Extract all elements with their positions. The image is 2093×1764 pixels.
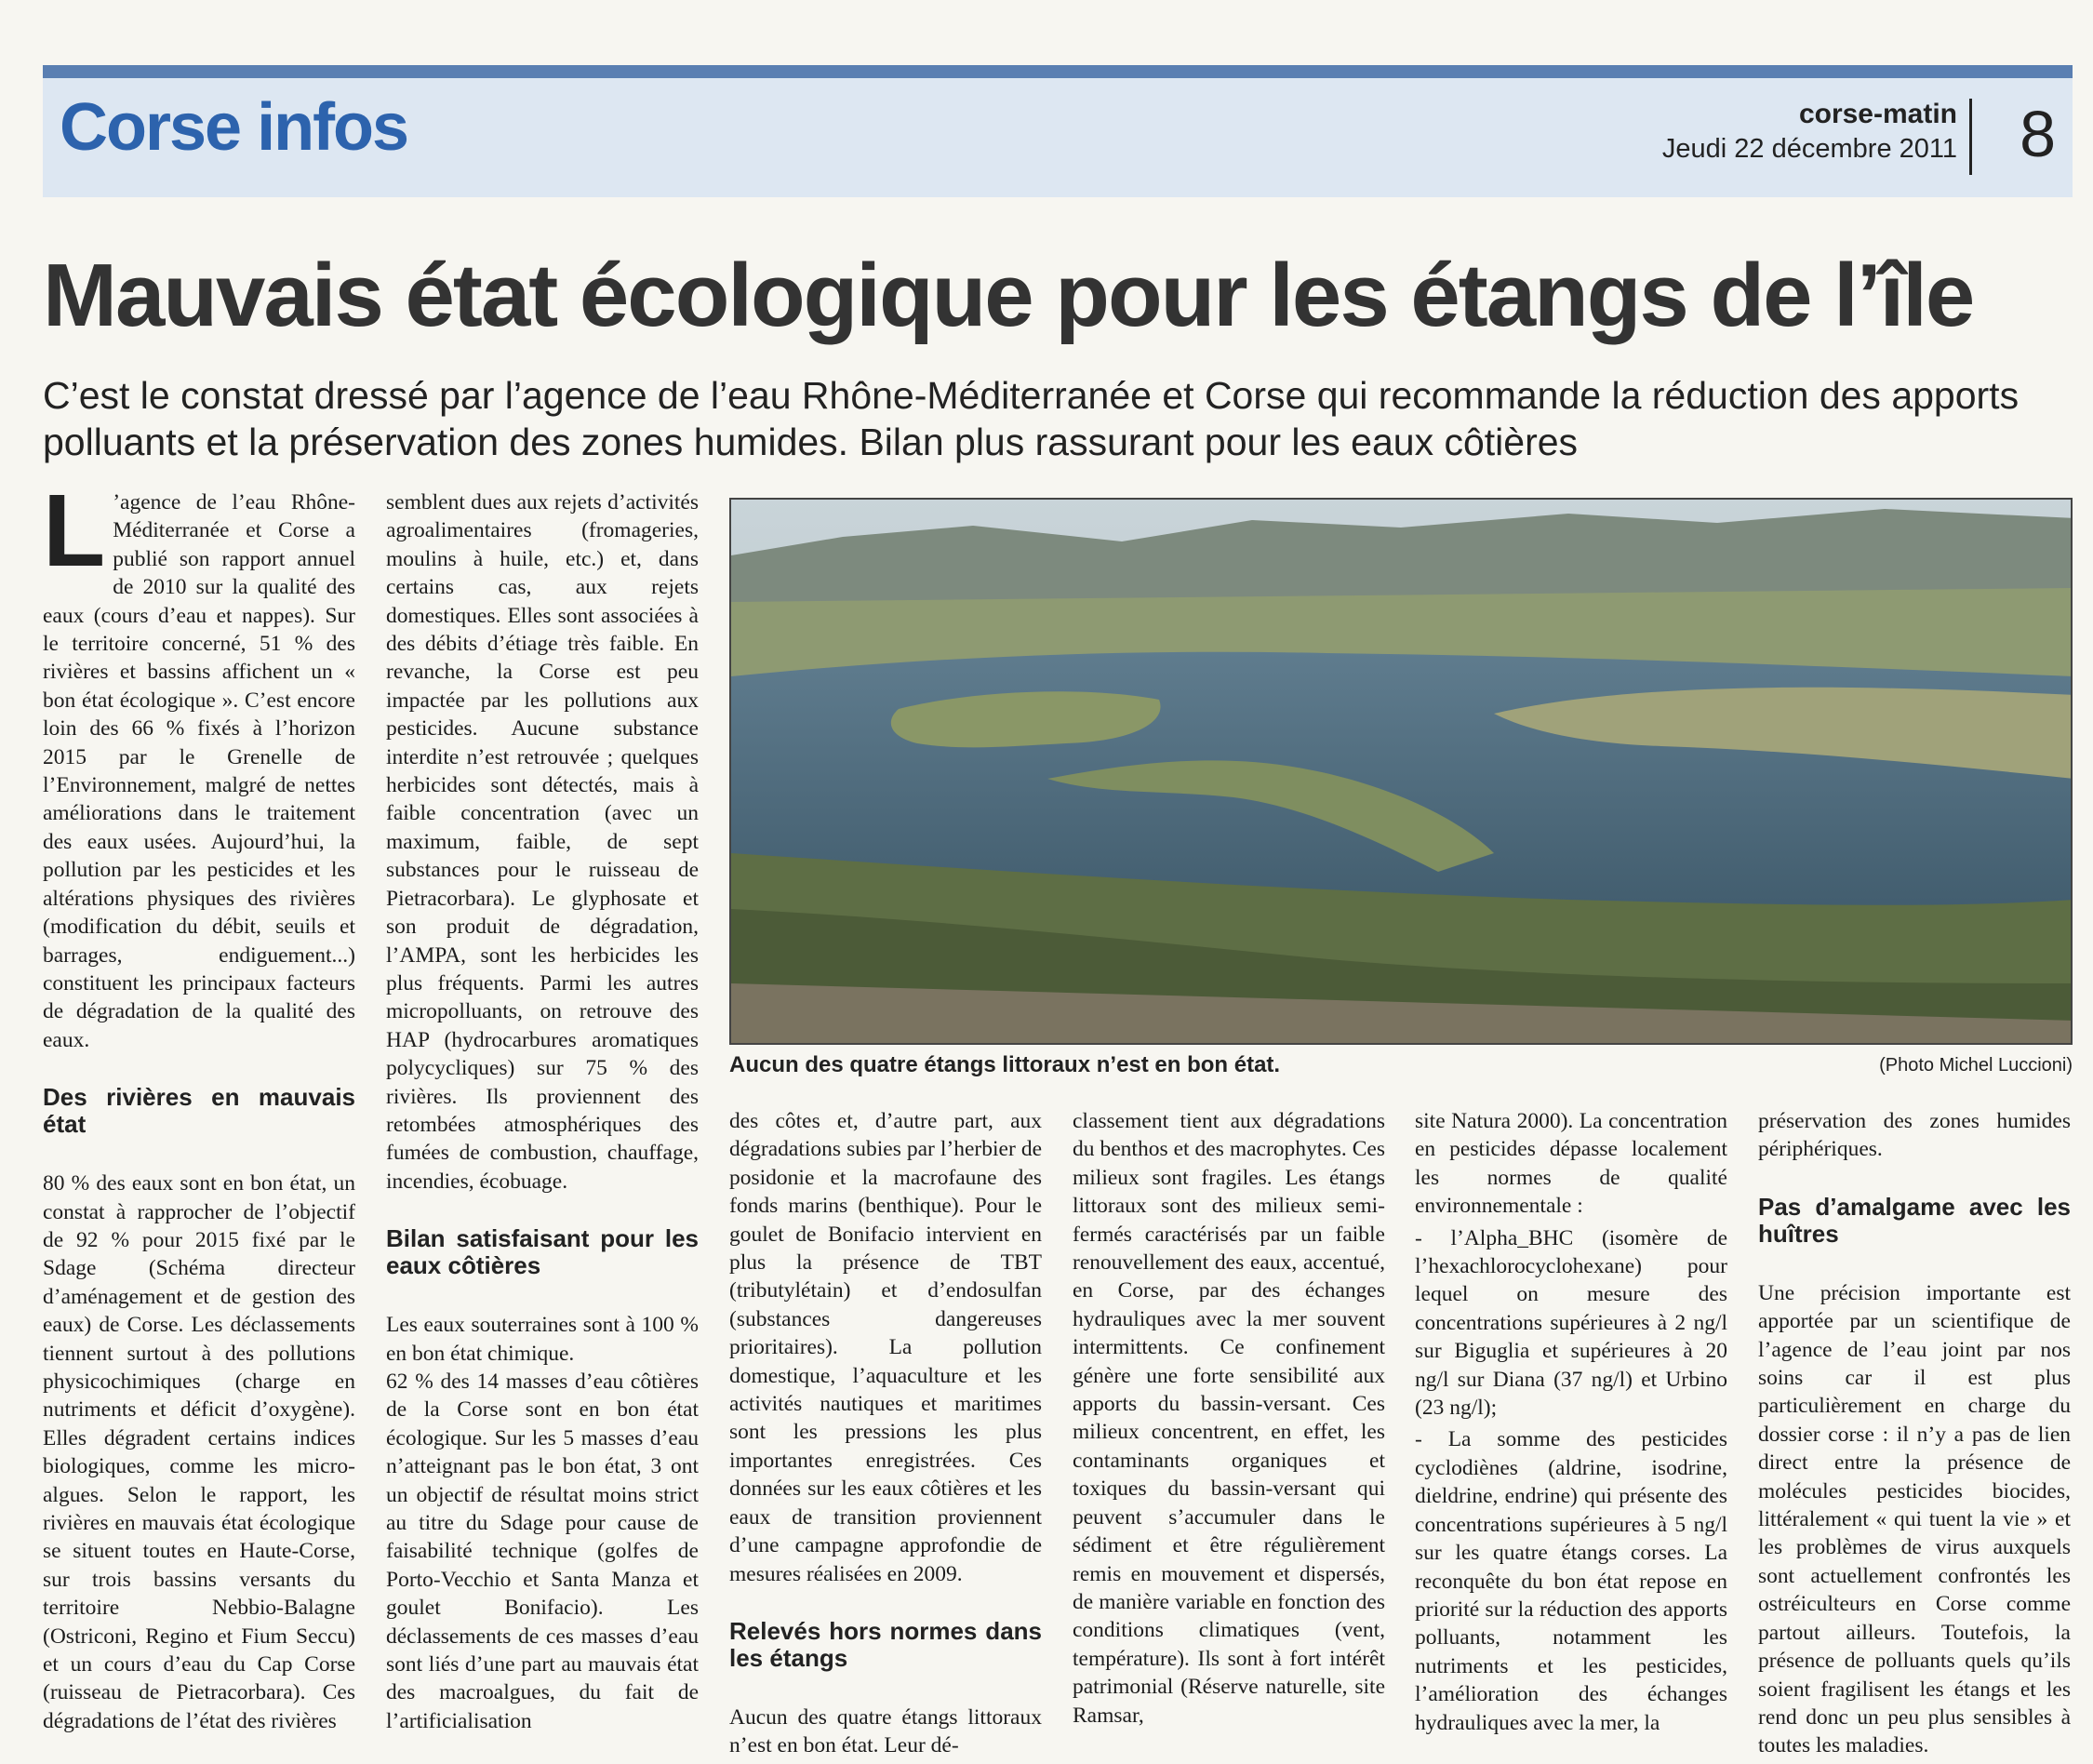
subheadline: C’est le constat dressé par l’agence de l’eau Rhône-Méditerranée et Corse qui recommande la réduction des apports polluants et la préservation des zones humides. Bilan plus rassurant pour les eaux côtières <box>43 374 2020 463</box>
page-header <box>43 78 2073 197</box>
column-3 <box>729 1107 1042 1764</box>
drop-cap: L <box>43 488 106 588</box>
page-number: 8 <box>2020 98 2056 170</box>
newspaper-name: corse-matin <box>1798 99 1957 129</box>
paragraph: - l’Alpha_BHC (isomère de l’hexachlorocyclohexane) pour lequel on mesure des concentrations supérieures à 2 ng/l sur Biguglia et supérieures à 20 ng/l sur Diana (37 ng/l) et Urbino (23 ng/l); <box>1415 1225 1727 1421</box>
paragraph: classement tient aux dégradations du benthos et des macrophytes. Ces milieux sont fragiles. Les étangs littoraux sont des milieux semi-fermés caractérisés par un faible renouvellement des eaux, accentué, en Corse, par des échanges hydrauliques avec la mer souvent intermittents. Ce confinement génère une forte sensibilité aux apports du bassin-versant. Ces milieux concentrent, en effet, les contaminants organiques et toxiques du bassin-versant qui peuvent s’accumuler dans le sédiment et être régulièrement remis en mouvement et dispersés, de manière variable en fonction des conditions climatiques (vent, température). Ils sont à fort intérêt patrimonial (Réserve naturelle, site Ramsar, <box>1073 1109 1385 1728</box>
column-5 <box>1415 1107 1727 1764</box>
paragraph: semblent dues aux rejets d’activités agroalimentaires (fromageries, moulins à huile, etc.) et, dans certains cas, aux rejets domestiques. Elles sont associées à des débits d’étiage très faible. En revanche, la Corse est peu impactée par les pollutions aux pesticides. Aucune substance interdite n’est retrouvée ; quelques herbicides sont détectés, mais à faible concentration (avec un maximum, faible, de sept substances pour le ruisseau de Pietracorbara). Le glyphosate et son produit de dégradation, l’AMPA, sont les herbicides les plus fréquents. Parmi les autres micropolluants, on retrouve des HAP (hydrocarbures aromatiques polycycliques) sur 75 % des rivières. Ils proviennent des retombées atmosphériques des fumées de combustion, chauffage, incendies, écobuage. <box>386 490 699 1194</box>
paragraph: - La somme des pesticides cyclodiènes (aldrine, isodrine, dieldrine, endrine) qui présente des concentrations supérieures à 5 ng/l sur les quatre étangs corses. La reconquête du bon état repose en priorité sur la réduction des apports polluants, notamment les nutriments et les pesticides, l’amélioration des échanges hydrauliques avec la mer, la <box>1415 1427 1727 1735</box>
intro-text: ’agence de l’eau Rhône-Méditerranée et Corse a publié son rapport annuel de 2010 sur la qualité des eaux (cours d’eau et nappes). Sur le territoire concerné, 51 % des rivières et bassins affichent un « bon état écologique ». C’est encore loin des 66 % fixés à l’horizon 2015 par le Grenelle de l’Environnement, malgré de nettes améliorations dans le traitement des eaux usées. Aujourd’hui, la pollution par les pesticides et les altérations physiques des rivières (modification du débit, seuils et barrages, endiguement...) constituent les principaux facteurs de dégradation de la qualité des eaux. <box>43 490 355 1052</box>
paragraph: Aucun des quatre étangs littoraux n’est en bon état. Leur dé- <box>729 1704 1042 1758</box>
column-6 <box>1758 1107 2071 1764</box>
subheading-coastal: Bilan satisfaisant pour les eaux côtières <box>386 1224 699 1280</box>
subheading-rivers: Des rivières en mauvais état <box>43 1083 355 1139</box>
paragraph: 80 % des eaux sont en bon état, un constat à rapprocher de l’objectif de 92 % pour 2015 fixé par le Sdage (Schéma directeur d’aménagement et de gestion des eaux) de Corse. Les déclassements tiennent surtout à des pollutions physicochimiques (charge en nutriments et déficit d’oxygène). Elles dégradent certains indices biologiques, comme les micro-algues. Selon le rapport, les rivières en mauvais état écologique se situent toutes en Haute-Corse, sur trois bassins versants du territoire Nebbio-Balagne (Ostriconi, Regino et Fium Seccu) et un cours d’eau du Cap Corse (ruisseau de Pietracorbara). Ces dégradations de l’état des rivières <box>43 1171 355 1733</box>
column-2 <box>386 488 699 1764</box>
intro-paragraph <box>43 488 355 1054</box>
header-color-band <box>43 65 2073 78</box>
paragraph: des côtes et, d’autre part, aux dégradations subies par l’herbier de posidonie et la macrofaune des fonds marins (benthique). Pour le goulet de Bonifacio intervient en plus la présence de TBT (tributylétain) et d’endosulfan (substances dangereuses prioritaires). La pollution domestique, l’aquaculture et les activités nautiques et maritimes sont les pressions les plus importantes enregistrées. Ces données sur les eaux côtières et les eaux de transition proviennent d’une campagne approfondie de mesures réalisées en 2009. <box>729 1109 1042 1586</box>
photo-caption: Aucun des quatre étangs littoraux n’est en bon état. <box>729 1052 1281 1077</box>
paragraph: préservation des zones humides périphériques. <box>1758 1109 2071 1162</box>
subheading-ponds: Relevés hors normes dans les étangs <box>729 1616 1042 1672</box>
aerial-photo <box>729 498 2073 1045</box>
headline: Mauvais état écologique pour les étangs de l’île <box>43 246 1974 345</box>
photo-credit: (Photo Michel Luccioni) <box>1879 1055 2073 1076</box>
paragraph: 62 % des 14 masses d’eau côtières de la Corse sont en bon état écologique. Sur les 5 masses d’eau n’atteignant pas le bon état, 3 ont un objectif de résultat moins strict au titre du Sdage pour cause de faisabilité technique (golfes de Porto-Vecchio et Santa Manza et goulet Bonifacio). Les déclassements de ces masses d’eau sont liés d’une part au mauvais état des macroalgues, du fait de l’artificialisation <box>386 1369 699 1733</box>
section-title: Corse infos <box>60 90 408 165</box>
paragraph: Les eaux souterraines sont à 100 % en bon état chimique. <box>386 1313 699 1366</box>
publication-date: Jeudi 22 décembre 2011 <box>1661 134 1957 164</box>
column-1 <box>43 488 355 1764</box>
column-4 <box>1073 1107 1385 1764</box>
header-divider <box>1969 99 1972 175</box>
subheading-oysters: Pas d’amalgame avec les huîtres <box>1758 1192 2071 1248</box>
paragraph: Une précision importante est apportée par un scientifique de l’agence de l’eau joint par nos soins car il est plus particulièrement en charge du dossier corse : il n’y a pas de lien direct entre la présence de molécules pesticides biocides, littéralement « qui tuent la vie » et les problèmes de virus auxquels sont actuellement confrontés les ostréiculteurs en Corse comme partout ailleurs. Toutefois, la présence de polluants quels qu’ils soient fragilisent les étangs et les rend donc un peu plus sensibles à toutes les maladies. <box>1758 1280 2071 1758</box>
paragraph: site Natura 2000). La concentration en pesticides dépasse localement les normes de qualité environnementale : <box>1415 1109 1727 1219</box>
